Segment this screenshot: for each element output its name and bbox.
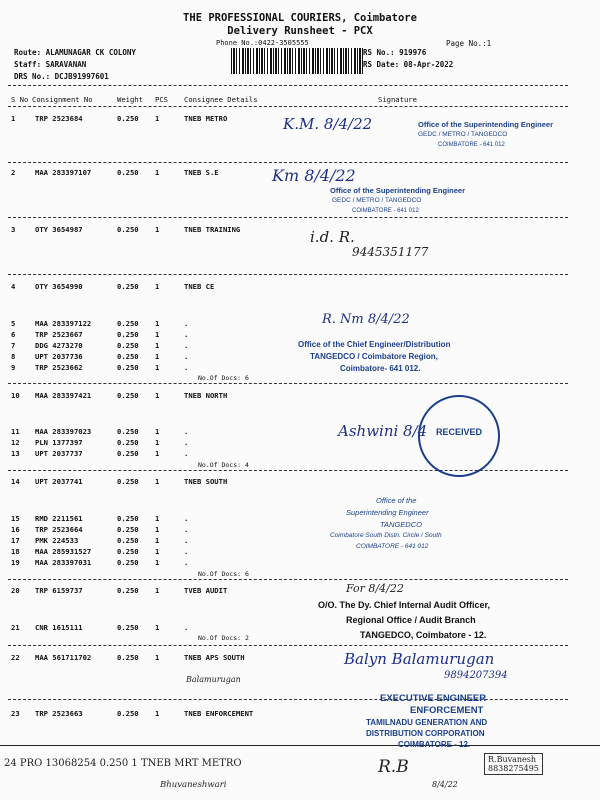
table-cell: 6 <box>11 330 16 339</box>
table-row <box>0 449 600 460</box>
table-cell: . <box>184 438 189 447</box>
stamp-line: TANGEDCO / Coimbatore Region, <box>310 352 438 361</box>
table-header <box>0 95 600 106</box>
signature-3-phone: 9445351177 <box>352 245 429 259</box>
signature-20: For 8/4/22 <box>346 582 404 595</box>
barcode <box>231 48 365 74</box>
stamp-line: DISTRIBUTION CORPORATION <box>366 729 485 738</box>
table-cell: PMK 224533 <box>35 536 79 545</box>
table-row <box>0 319 600 330</box>
table-cell: 19 <box>11 558 20 567</box>
table-cell: 0.250 <box>117 558 139 567</box>
table-cell: 14 <box>11 477 20 486</box>
table-cell: 1 <box>155 114 160 123</box>
stamp-line: EXECUTIVE ENGINEER <box>380 693 487 704</box>
signature-3: i.d. R. <box>310 228 355 246</box>
table-cell: 1 <box>155 536 160 545</box>
table-cell: 0.250 <box>117 330 139 339</box>
table-cell: 1 <box>155 341 160 350</box>
table-cell: 20 <box>11 586 20 595</box>
table-cell: 11 <box>11 427 20 436</box>
divider <box>0 745 600 746</box>
signature-2: Km 8/4/22 <box>272 166 356 185</box>
table-cell: 0.250 <box>117 586 139 595</box>
table-cell: 0.250 <box>117 653 139 662</box>
table-cell: TNEB TRAINING <box>184 225 241 234</box>
table-cell: . <box>184 427 189 436</box>
table-row <box>0 391 600 402</box>
drs-number: DRS No.: DCJB91997601 <box>14 72 109 81</box>
route: Route: ALAMUNAGAR CK COLONY <box>14 48 136 57</box>
table-row <box>0 514 600 525</box>
table-cell: . <box>184 330 189 339</box>
table-row <box>0 558 600 569</box>
table-cell: 1 <box>155 225 160 234</box>
signature-22: Balyn Balamurugan <box>344 650 495 668</box>
table-cell: 0.250 <box>117 536 139 545</box>
stamp-line: TANGEDCO, Coimbatore - 12. <box>360 630 487 640</box>
table-cell: 23 <box>11 709 20 718</box>
stamp-line: O/O. The Dy. Chief Internal Audit Officer, <box>318 600 491 610</box>
table-cell: 1 <box>11 114 16 123</box>
handwritten-row-24: 24 PRO 13068254 0.250 1 TNEB MRT METRO <box>4 758 242 769</box>
table-cell: TRP 2523663 <box>35 709 83 718</box>
handwritten-name-24: Bhuvaneshwari <box>160 780 227 790</box>
table-row <box>0 525 600 536</box>
table-cell: . <box>184 547 189 556</box>
table-cell: MAA 561711702 <box>35 653 92 662</box>
table-cell: 0.250 <box>117 282 139 291</box>
table-cell: MAA 283397421 <box>35 391 92 400</box>
table-cell: 2 <box>11 168 16 177</box>
table-cell: . <box>184 525 189 534</box>
stamp-line: COIMBATORE - 641 012 <box>356 543 429 550</box>
table-row <box>0 547 600 558</box>
table-cell: 1 <box>155 330 160 339</box>
table-cell: CNR 1615111 <box>35 623 83 632</box>
table-cell: 1 <box>155 477 160 486</box>
signature-24: R.B <box>378 757 409 777</box>
stamp-line: Superintending Engineer <box>346 508 429 517</box>
table-cell: 0.250 <box>117 352 139 361</box>
col-consignment: Consignment No <box>32 95 93 104</box>
table-cell: TNEB METRO <box>184 114 228 123</box>
table-cell: TRP 2523664 <box>35 525 83 534</box>
col-sno: S No <box>11 95 29 104</box>
table-cell: 21 <box>11 623 20 632</box>
document-title: Delivery Runsheet - PCX <box>227 25 373 37</box>
table-cell: MAA 283397107 <box>35 168 92 177</box>
table-cell: . <box>184 319 189 328</box>
table-cell: 1 <box>155 558 160 567</box>
table-cell: TRP 6159737 <box>35 586 83 595</box>
table-cell: 1 <box>155 547 160 556</box>
table-cell: . <box>184 558 189 567</box>
stamp-line: GEDC / METRO / TANGEDCO <box>332 197 422 204</box>
table-cell: . <box>184 352 189 361</box>
table-cell: 1 <box>155 709 160 718</box>
stamp-line: GEDC / METRO / TANGEDCO <box>418 131 508 138</box>
table-row <box>0 536 600 547</box>
table-cell: 0.250 <box>117 319 139 328</box>
table-cell: TNEB ENFORCEMENT <box>184 709 254 718</box>
table-cell: 16 <box>11 525 20 534</box>
table-row <box>0 225 600 236</box>
table-cell: 0.250 <box>117 391 139 400</box>
col-consignee: Consignee Details <box>184 95 258 104</box>
signature-1: K.M. 8/4/22 <box>283 115 373 133</box>
table-cell: 1 <box>155 319 160 328</box>
signature-24-date: 8/4/22 <box>432 780 458 789</box>
table-cell: 0.250 <box>117 427 139 436</box>
table-cell: 1 <box>155 653 160 662</box>
table-cell: 0.250 <box>117 449 139 458</box>
table-cell: 0.250 <box>117 114 139 123</box>
table-row <box>0 438 600 449</box>
signature-22-phone: 9894207394 <box>444 670 508 681</box>
table-cell: 1 <box>155 427 160 436</box>
stamp-line: ENFORCEMENT <box>410 705 484 716</box>
handwritten-name-22: Balamurugan <box>186 675 241 684</box>
table-cell: TNEB SOUTH <box>184 477 228 486</box>
table-cell: 0.250 <box>117 363 139 372</box>
table-cell: TNEB APS SOUTH <box>184 653 245 662</box>
company-name: THE PROFESSIONAL COURIERS, Coimbatore <box>183 12 417 24</box>
table-cell: . <box>184 449 189 458</box>
table-cell: 22 <box>11 653 20 662</box>
table-cell: 0.250 <box>117 168 139 177</box>
table-cell: UPT 2037736 <box>35 352 83 361</box>
table-row <box>0 352 600 363</box>
table-cell: . <box>184 514 189 523</box>
table-cell: TRP 2523667 <box>35 330 83 339</box>
table-row <box>0 709 600 720</box>
col-pcs: PCS <box>155 95 168 104</box>
table-cell: TRP 2523662 <box>35 363 83 372</box>
table-cell: 0.250 <box>117 514 139 523</box>
stamp-line: COIMBATORE - 641 012 <box>352 208 419 214</box>
docs-count: No.Of Docs: 4 <box>198 461 249 469</box>
table-cell: 0.250 <box>117 525 139 534</box>
table-cell: 7 <box>11 341 16 350</box>
table-cell: MAA 283397031 <box>35 558 92 567</box>
table-cell: . <box>184 341 189 350</box>
table-cell: 1 <box>155 623 160 632</box>
table-cell: 8 <box>11 352 16 361</box>
stamp-line: COIMBATORE - 641 012 <box>438 142 505 148</box>
signature-24-note: R.Buvanesh 8838275495 <box>484 753 543 775</box>
stamp-line: Coimbatore South Distn. Circle / South <box>330 532 442 539</box>
table-cell: 1 <box>155 438 160 447</box>
table-cell: OTY 3654987 <box>35 225 83 234</box>
table-cell: MAA 285931527 <box>35 547 92 556</box>
table-cell: TVEB AUDIT <box>184 586 228 595</box>
table-cell: 13 <box>11 449 20 458</box>
table-row <box>0 427 600 438</box>
table-cell: 17 <box>11 536 20 545</box>
stamp-line: Coimbatore- 641 012. <box>340 364 421 373</box>
rs-date: RS Date: 08-Apr-2022 <box>363 60 454 69</box>
table-cell: TNEB S.E <box>184 168 219 177</box>
table-cell: 1 <box>155 352 160 361</box>
table-cell: . <box>184 363 189 372</box>
table-cell: . <box>184 623 189 632</box>
stamp-line: TAMILNADU GENERATION AND <box>366 718 488 727</box>
stamp-line: Office of the <box>376 496 417 505</box>
table-cell: MAA 283397023 <box>35 427 92 436</box>
table-cell: . <box>184 536 189 545</box>
table-cell: 1 <box>155 525 160 534</box>
col-weight: Weight <box>117 95 143 104</box>
page-number: Page No.:1 <box>446 39 492 48</box>
received-stamp: RECEIVED <box>418 395 500 477</box>
table-cell: 1 <box>155 282 160 291</box>
table-cell: PLN 1377397 <box>35 438 83 447</box>
rs-number: RS No.: 919976 <box>363 48 427 57</box>
table-row <box>0 282 600 293</box>
stamp-line: TANGEDCO <box>380 520 422 529</box>
stamp-line: Office of the Superintending Engineer <box>330 186 466 195</box>
table-cell: 9 <box>11 363 16 372</box>
stamp-line: Office of the Superintending Engineer <box>418 120 554 129</box>
table-cell: 5 <box>11 319 16 328</box>
table-row <box>0 623 600 634</box>
docs-count: No.Of Docs: 6 <box>198 570 249 578</box>
table-row <box>0 363 600 374</box>
table-cell: 1 <box>155 391 160 400</box>
table-cell: UPT 2037737 <box>35 449 83 458</box>
table-cell: 3 <box>11 225 16 234</box>
docs-count: No.Of Docs: 2 <box>198 634 249 642</box>
table-cell: 0.250 <box>117 709 139 718</box>
staff: Staff: SARAVANAN <box>14 60 87 69</box>
table-cell: 0.250 <box>117 341 139 350</box>
phone-number: Phone No.:0422-3505555 <box>216 39 309 47</box>
table-cell: UPT 2037741 <box>35 477 83 486</box>
table-cell: 15 <box>11 514 20 523</box>
table-row <box>0 586 600 597</box>
table-cell: RMD 2211561 <box>35 514 83 523</box>
table-cell: TRP 2523684 <box>35 114 83 123</box>
table-cell: 18 <box>11 547 20 556</box>
table-cell: 4 <box>11 282 16 291</box>
table-cell: 0.250 <box>117 438 139 447</box>
table-cell: TNEB NORTH <box>184 391 228 400</box>
table-cell: 1 <box>155 514 160 523</box>
table-cell: 10 <box>11 391 20 400</box>
table-cell: 1 <box>155 168 160 177</box>
table-cell: TNEB CE <box>184 282 215 291</box>
table-row <box>0 477 600 488</box>
signature-4: R. Nm 8/4/22 <box>322 312 410 327</box>
table-cell: 0.250 <box>117 477 139 486</box>
table-cell: MAA 283397122 <box>35 319 92 328</box>
table-cell: 1 <box>155 363 160 372</box>
signature-10: Ashwini 8/4 <box>338 422 428 440</box>
docs-count: No.Of Docs: 6 <box>198 374 249 382</box>
table-cell: OTY 3654990 <box>35 282 83 291</box>
table-cell: 12 <box>11 438 20 447</box>
col-signature: Signature <box>378 95 417 104</box>
table-cell: 0.250 <box>117 225 139 234</box>
table-row <box>0 653 600 664</box>
table-cell: 0.250 <box>117 547 139 556</box>
stamp-line: Office of the Chief Engineer/Distribution <box>298 340 451 349</box>
table-cell: DDG 4273270 <box>35 341 83 350</box>
stamp-line: COIMBATORE - 12. <box>398 740 471 749</box>
table-cell: 1 <box>155 449 160 458</box>
stamp-line: Regional Office / Audit Branch <box>346 615 476 625</box>
table-cell: 1 <box>155 586 160 595</box>
table-cell: 0.250 <box>117 623 139 632</box>
